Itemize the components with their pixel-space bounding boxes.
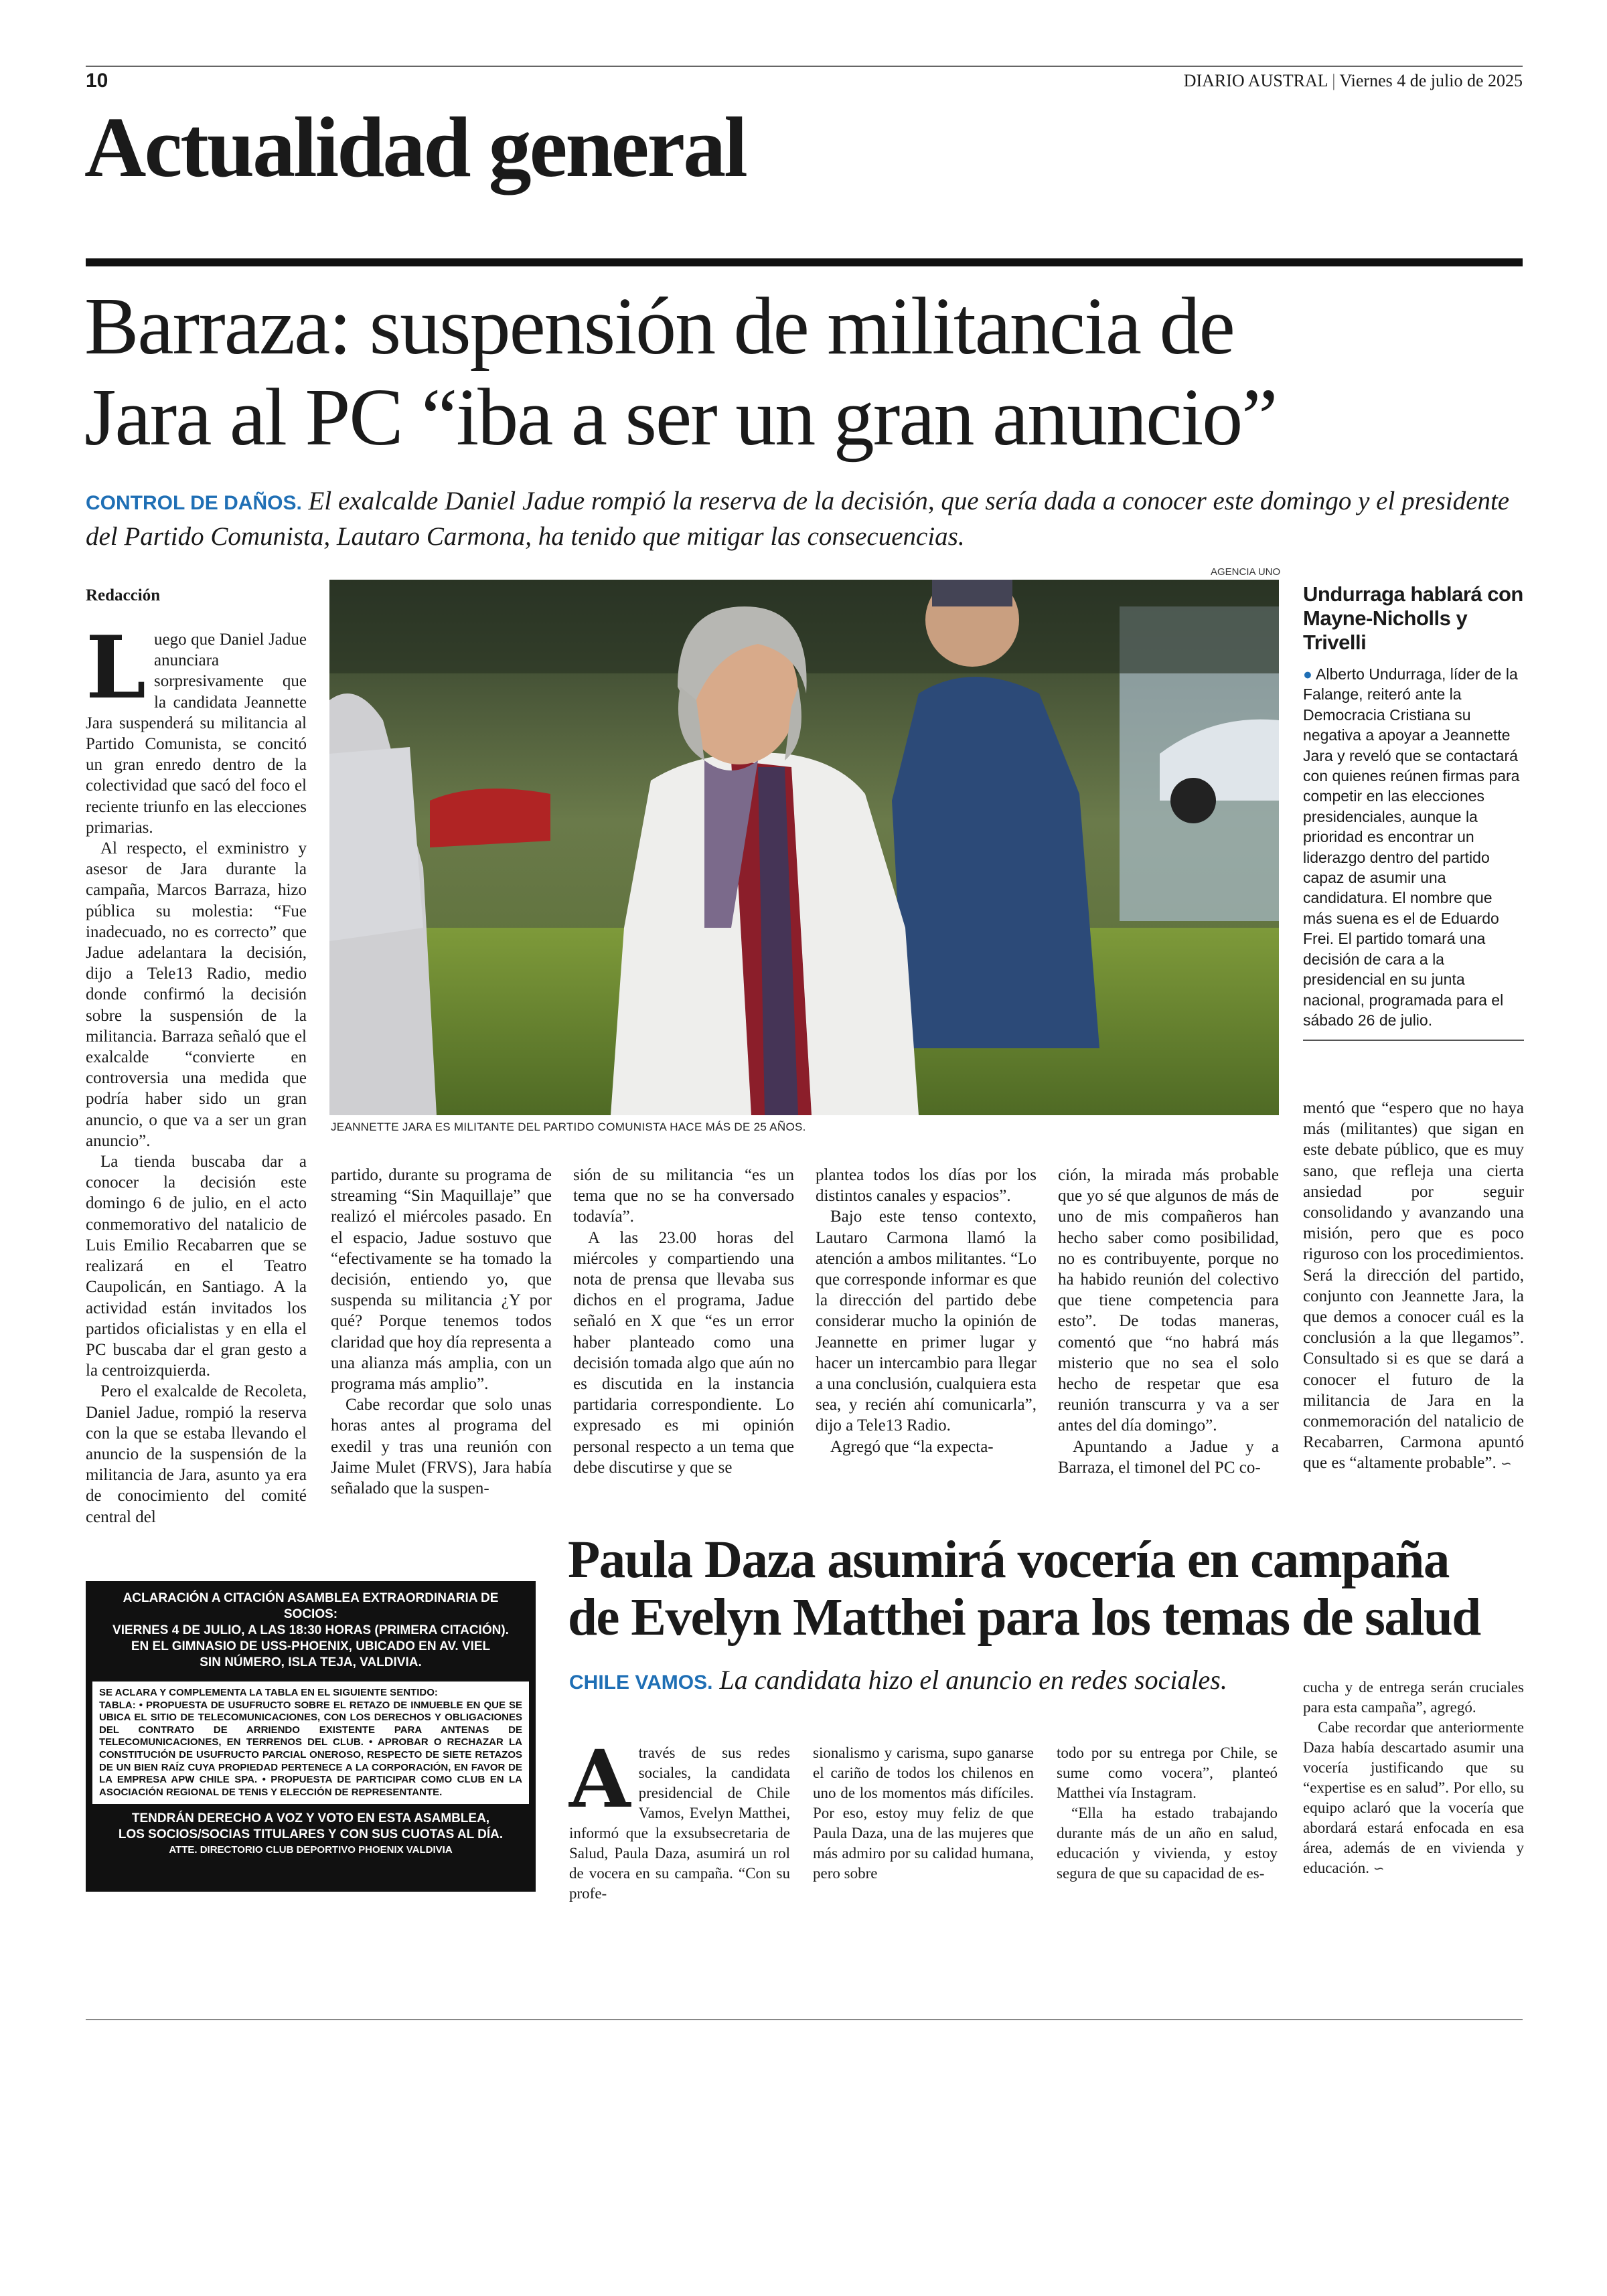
paragraph: sión de su militancia “es un tema que no se ha conversado todavía”. <box>573 1166 794 1226</box>
paragraph: Al respecto, el exministro y asesor de Jara durante la campaña, Marcos Barraza, hizo pública su molestia: “Fue inadecuado, no es correcto” que Jadue adelantara la decisión, dijo a Tele13 Radio, medio donde confirmó la decisión sobre la suspensión de la militancia. Barraza señaló que el exalcalde “convierte en controversia una medida que podría haber sido un gran anuncio, o que va a ser un gran anuncio”. <box>86 839 307 1150</box>
photo-caption: JEANNETTE JARA ES MILITANTE DEL PARTIDO COMUNISTA HACE MÁS DE 25 AÑOS. <box>331 1121 806 1133</box>
article1-col5 <box>1058 1165 1279 1478</box>
paragraph: mentó que “espero que no haya más (militantes) que sigan en este debate público, que es muy sano, que refleja una cierta ansiedad por seguir consolidando y avanzando una misión, pero que es poco riguroso con los procedimientos. Será la dirección del partido, conjunto con Jeannette Jara, la que demos a conocer cuál es la conclusión a la que llegamos”. Consultado si es que se dará a conocer el futuro de la militancia de Jara en la conmemoración del natalicio de Recabarren, Carmona apuntó que es “altamente probable”. ∽ <box>1303 1099 1524 1473</box>
paragraph: A las 23.00 horas del miércoles y compartiendo una nota de prensa que llevaba sus dichos en el programa, Jadue señaló en X que “es un error haber planteado como una decisión tomada algo que aún no es discutida en la instancia partidaria correspondiente. Lo expresado es mi opinión personal respecto a un tema que debe discutirse y que se <box>573 1228 794 1477</box>
paragraph: partido, durante su programa de streaming “Sin Maquillaje” que realizó el miércoles pasado. En el espacio, Jadue sostuvo que “efectivamente se ha tomado la decisión, entiendo yo, que suspenda su militancia ¿Y por qué? Porque tenemos todos claridad que hoy día representa a una alianza más amplia, con un programa más amplio”. <box>331 1166 552 1394</box>
dropcap-a: A <box>569 1732 631 1825</box>
section-rule <box>86 258 1523 266</box>
paragraph: La tienda buscaba dar a conocer la decisión este domingo 6 de julio, en el acto conmemorativo del natalicio de Luis Emilio Recabarren que se realizará en el Teatro Caupolicán, en Santiago. A la actividad están invitados los partidos oficialistas y en ella el PC buscaba dar el gran gesto a la centroizquierda. <box>86 1153 307 1380</box>
page-number: 10 <box>86 70 108 92</box>
article2-summary: La candidata hizo el anuncio en redes sociales. <box>719 1665 1227 1695</box>
article1-col1 <box>86 618 307 1528</box>
paragraph: Pero el exalcalde de Recoleta, Daniel Jadue, rompió la reserva con la que se estaba llevando el anuncio de la suspensión de la militancia de Jara, asunto ya era de conocimiento del comité central del <box>86 1382 307 1526</box>
article1-col3 <box>573 1165 794 1478</box>
issue-date: Viernes 4 de julio de 2025 <box>1339 71 1523 90</box>
paragraph: todo por su entrega por Chile, se sume como vocera”, planteó Matthei vía Instagram. <box>1057 1744 1278 1801</box>
photo-credit: AGENCIA UNO <box>1211 566 1281 578</box>
ad-signature: ATTE. DIRECTORIO CLUB DEPORTIVO PHOENIX VALDIVIA <box>169 1844 453 1856</box>
paragraph: Luego que Daniel Jadue anunciara sorpresivamente que la candidata Jeannette Jara suspenderá su militancia al Partido Comunista, se concitó un gran enredo dentro de la colectividad que sacó del foco el reciente triunfo en las elecciones primarias. <box>86 618 307 837</box>
paragraph: Apuntando a Jadue y a Barraza, el timonel del PC co- <box>1058 1437 1279 1477</box>
section-title: Actualidad general <box>84 100 746 195</box>
article2-kicker: CHILE VAMOS. <box>569 1671 713 1694</box>
article2-col4 <box>1303 1677 1524 1878</box>
article2-headline-line1: Paula Daza asumirá vocería en campaña <box>568 1531 1449 1589</box>
article2-col2 <box>813 1743 1034 1884</box>
article2-headline <box>568 1532 1480 1647</box>
article2-deck <box>569 1664 1227 1696</box>
ad-clarify-label: SE ACLARA Y COMPLEMENTA LA TABLA EN EL SIGUIENTE SENTIDO: <box>99 1687 438 1698</box>
ad-notice <box>86 1581 536 1892</box>
ad-table-text: TABLA: • PROPUESTA DE USUFRUCTO SOBRE EL RETAZO DE INMUEBLE EN QUE SE UBICA EL SITIO DE TELECOMUNICACIONES, CON LOS DERECHOS Y OBLIGACIONES DEL CONTRATO DE ARRIENDO EXISTENTE PARA ANTENAS DE TELECOMUNICACIONES, EN TERRENOS DEL CLUB. • APROBAR O RECHAZAR LA CONSTITUCIÓN DE USUFRUCTO PARCIAL ONEROSO, RESPECTO DE SIETE RETAZOS DE UN BIEN RAÍZ CUYA PROPIEDAD PERTENECE A LA CORPORACIÓN, EN FAVOR DE LA EMPRESA APW CHILE SPA. • PROPUESTA DE PARTICIPAR COMO CLUB EN LA ASOCIACIÓN REGIONAL DE TENIS Y ELECCIÓN DE REPRESENTANTE. <box>99 1699 522 1798</box>
end-mark-icon: ∽ <box>1501 1455 1512 1472</box>
sidebar-text: Alberto Undurraga, líder de la Falange, reiteró ante la Democracia Cristiana su negativa a apoyar a Jeannette Jara y reveló que se contactará con quienes reúnen firmas para competir en las elecciones presidenciales, aunque la prioridad es encontrar un liderazgo dentro del partido capaz de asumir una candidatura. El nombre que más suena es el de Eduardo Frei. El partido tomará una decisión de cara a la presidencial en su junta nacional, programada para el sábado 26 de julio. <box>1303 665 1520 1029</box>
paper-dateline: DIARIO AUSTRAL | Viernes 4 de julio de 2025 <box>1183 71 1523 90</box>
sidebar-body <box>1303 664 1524 1030</box>
ad-header: ACLARACIÓN A CITACIÓN ASAMBLEA EXTRAORDINARIA DE SOCIOS: VIERNES 4 DE JULIO, A LAS 18:30 HORAS (PRIMERA CITACIÓN). EN EL GIMNASIO DE USS-PHOENIX, UBICADO EN AV. VIEL SIN NÚMERO, ISLA TEJA, VALDIVIA. <box>112 1591 509 1669</box>
paragraph: Bajo este tenso contexto, Lautaro Carmona llamó la atención a ambos militantes. “Lo que corresponde informar es que la dirección del partido debe considerar mucho la opinión de Jeannette en primer lugar y hacer un intercambio para llegar a una conclusión, cualquiera esta sea, y recién ahí comunicarla”, dijo a Tele13 Radio. <box>816 1208 1037 1435</box>
article1-kicker: CONTROL DE DAÑOS. <box>86 492 302 514</box>
sidebar-headline: Undurraga hablará con Mayne-Nicholls y Trivelli <box>1303 582 1523 654</box>
paper-name: DIARIO AUSTRAL <box>1183 71 1328 90</box>
article1-summary: El exalcalde Daniel Jadue rompió la reserva de la decisión, que sería dada a conocer este domingo y el presidente del Partido Comunista, Lautaro Carmona, ha tenido que mitigar las consecuencias. <box>86 487 1510 551</box>
ad-footer: TENDRÁN DERECHO A VOZ Y VOTO EN ESTA ASAMBLEA, LOS SOCIOS/SOCIAS TITULARES Y CON SUS CUOTAS AL DÍA. <box>118 1811 504 1842</box>
paragraph: ción, la mirada más probable que yo sé que algunos de más de uno de mis compañeros han hecho saber como posibilidad, no es contribuyente, porque no ha habido reunión del colectivo que tiene competencia para esto”. De todas maneras, comentó que “no habrá más misterio que no sea el solo hecho de respetar que esa reunión transcurra y va a ser antes del día domingo”. <box>1058 1166 1279 1435</box>
paragraph: “Ella ha estado trabajando durante más de un año en salud, educación y vivienda, y estoy segura de que su capacidad de es- <box>1057 1805 1278 1882</box>
article1-col4 <box>816 1165 1037 1457</box>
article1-col2 <box>331 1165 552 1499</box>
paragraph: cucha y de entrega serán cruciales para esta campaña”, agregó. <box>1303 1679 1524 1716</box>
article2-col3 <box>1057 1743 1278 1884</box>
photo-illustration <box>329 580 1279 1115</box>
sidebar-rule <box>1303 1040 1524 1041</box>
article1-photo <box>329 580 1279 1115</box>
article1-headline <box>84 281 1276 463</box>
paragraph: plantea todos los días por los distintos canales y espacios”. <box>816 1166 1037 1206</box>
dropcap-l: L <box>86 618 146 718</box>
sidebar-box <box>1303 582 1524 1041</box>
paragraph: Cabe recordar que anteriormente Daza había descartado asumir una vocería justificando que su “expertise es en salud”. Por ello, su equipo aclaró que la vocería que abordará estará enfocada en esa área, además de en vivienda y educación. ∽ <box>1303 1719 1524 1876</box>
bullet-icon: ● <box>1303 665 1312 683</box>
top-rule <box>86 66 1523 67</box>
article2-headline-line2: de Evelyn Matthei para los temas de salud <box>568 1588 1480 1647</box>
ad-table-box <box>92 1682 529 1804</box>
end-mark-icon: ∽ <box>1373 1860 1385 1876</box>
bottom-rule <box>86 2019 1523 2020</box>
paragraph: Através de sus redes sociales, la candidata presidencial de Chile Vamos, Evelyn Matthei, informó que la exsubsecretaria de Salud, Paula Daza, asumirá un rol de vocera en su campaña. “Con su profe- <box>569 1732 790 1902</box>
article1-col6 <box>1303 1098 1524 1475</box>
article1-headline-line1: Barraza: suspensión de militancia de <box>84 281 1234 372</box>
byline: Redacción <box>86 586 161 604</box>
article1-deck <box>86 485 1523 554</box>
paragraph: Agregó que “la expecta- <box>830 1437 994 1456</box>
paragraph: Cabe recordar que solo unas horas antes al programa del exedil y tras una reunión con Jaime Mulet (FRVS), Jara había señalado que la suspen- <box>331 1396 552 1498</box>
paragraph: sionalismo y carisma, supo ganarse el cariño de todos los chilenos en uno de los momentos más difíciles. Por eso, estoy muy feliz de que Paula Daza, una de las mujeres que más admiro por su calidad humana, pero sobre <box>813 1744 1034 1882</box>
article1-headline-line2: Jara al PC “iba a ser un gran anuncio” <box>84 372 1277 463</box>
article2-col1 <box>569 1732 790 1904</box>
